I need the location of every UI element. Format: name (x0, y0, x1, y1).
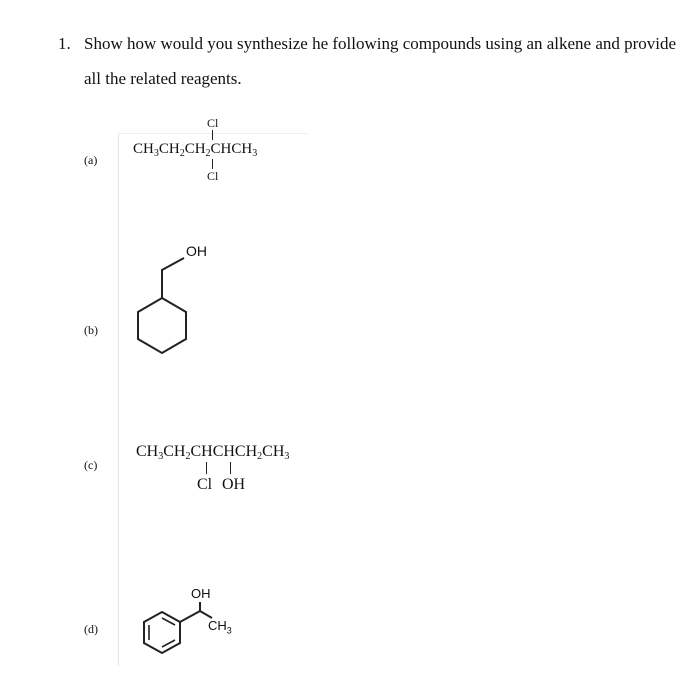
part-a-label: (a) (84, 153, 98, 167)
part-a-top-substituent: Cl (207, 116, 219, 130)
side-chain (180, 602, 200, 622)
part-b-label: (b) (84, 323, 98, 337)
part-d-oh: OH (191, 586, 211, 601)
part-d-methyl: $CH_3$ (208, 618, 232, 636)
part-a-bottom-substituent: Cl (207, 169, 219, 183)
part-c-oh: OH (222, 476, 246, 493)
part-c-formula: $CH_3CH_2CHCHCH_2CH_3$ (136, 443, 290, 462)
methyl-bond (200, 611, 212, 618)
part-c-label: (c) (84, 458, 98, 472)
part-a-formula: $CH_3CH_2CH_2CHCH_3$ (133, 141, 258, 159)
part-c-cl: Cl (197, 476, 213, 493)
part-d-label: (d) (84, 622, 98, 636)
question-number: 1. (58, 34, 71, 53)
part-b-oh: OH (186, 243, 207, 259)
question-text: Show how would you synthesize he following compounds using an alkene and provide all the related reagents. (84, 34, 677, 88)
